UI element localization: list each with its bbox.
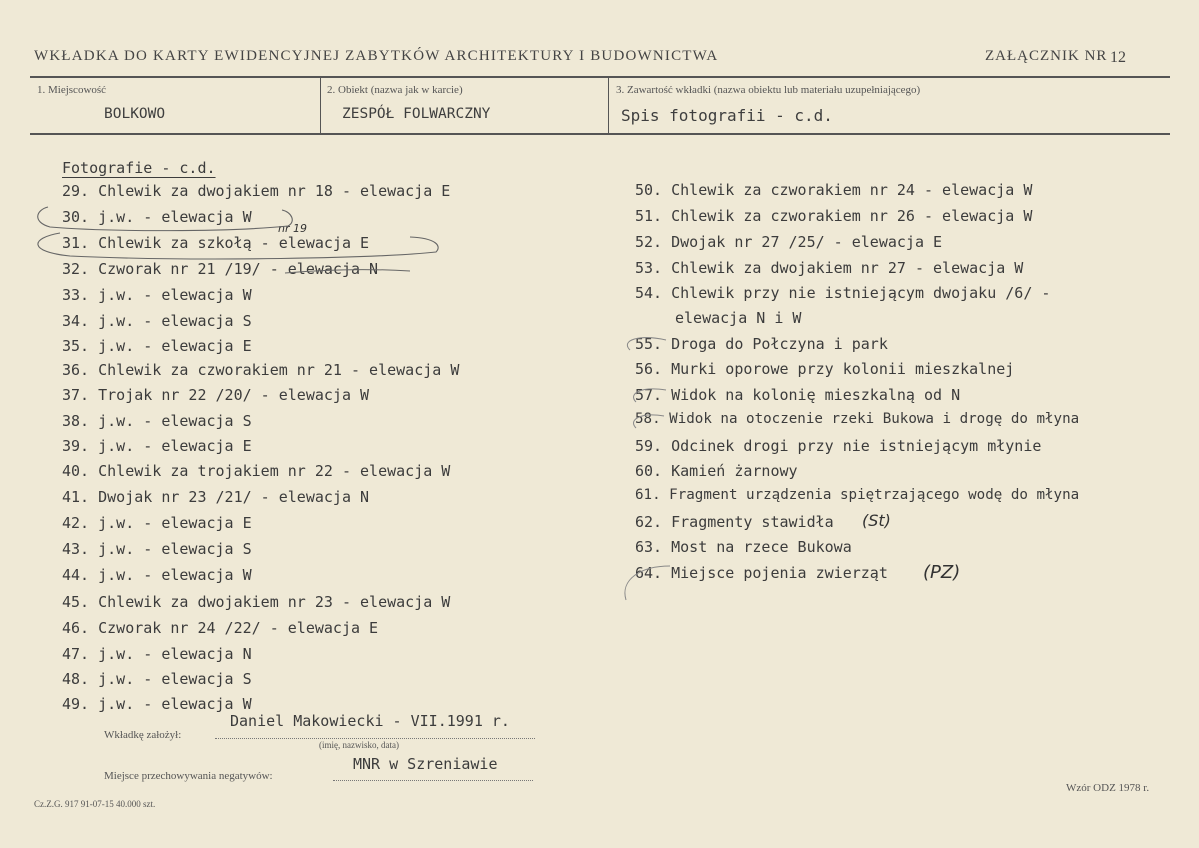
annex-label: ZAŁĄCZNIK NR	[985, 48, 1108, 64]
list-item: 32. Czworak nr 21 /19/ - elewacja N	[62, 260, 379, 278]
document-title: WKŁADKA DO KARTY EWIDENCYJNEJ ZABYTKÓW ARCHITEKTURY I BUDOWNICTWA	[34, 48, 719, 64]
list-item: 38. j.w. - elewacja S	[62, 412, 252, 430]
list-item: 49. j.w. - elewacja W	[62, 695, 252, 713]
list-item: 35. j.w. - elewacja E	[62, 337, 252, 355]
list-item: 60. Kamień żarnowy	[635, 462, 798, 480]
handwritten-note-st: (St)	[862, 511, 891, 530]
list-item: 61. Fragment urządzenia spiętrzającego wodę do młyna	[635, 487, 1080, 503]
list-item: 30. j.w. - elewacja W	[62, 208, 252, 226]
list-item: 31. Chlewik za szkołą - elewacja E	[62, 234, 370, 252]
list-item: 47. j.w. - elewacja N	[62, 645, 252, 663]
list-item: 39. j.w. - elewacja E	[62, 437, 252, 455]
handwritten-note-pz: (PZ)	[923, 562, 961, 583]
storage-value: MNR w Szreniawie	[353, 755, 498, 773]
list-item: elewacja N i W	[675, 309, 802, 327]
field-value-locality: BOLKOWO	[104, 106, 166, 122]
list-item: 42. j.w. - elewacja E	[62, 514, 252, 532]
list-item: 34. j.w. - elewacja S	[62, 312, 252, 330]
list-item: 56. Murki oporowe przy kolonii mieszkalnej	[635, 360, 1015, 378]
list-item: 52. Dwojak nr 27 /25/ - elewacja E	[635, 233, 943, 251]
list-item: 36. Chlewik za czworakiem nr 21 - elewacja W	[62, 361, 460, 379]
list-item: 41. Dwojak nr 23 /21/ - elewacja N	[62, 488, 370, 506]
created-by-value: Daniel Makowiecki - VII.1991 r.	[230, 712, 510, 730]
storage-label: Miejsce przechowywania negatywów:	[104, 770, 273, 782]
list-item: 55. Droga do Połczyna i park	[635, 335, 888, 353]
section-heading: Fotografie - c.d.	[62, 159, 216, 177]
list-item: 48. j.w. - elewacja S	[62, 670, 252, 688]
created-by-line	[215, 738, 535, 739]
created-by-label: Wkładkę założył:	[104, 729, 182, 741]
list-item: 51. Chlewik za czworakiem nr 26 - elewacja W	[635, 207, 1033, 225]
handwritten-note-nr19: nr 19	[278, 222, 307, 235]
field-value-contents: Spis fotografii - c.d.	[621, 106, 833, 125]
list-item: 63. Most na rzece Bukowa	[635, 538, 852, 556]
list-item: 62. Fragmenty stawidła	[635, 513, 834, 531]
list-item: 33. j.w. - elewacja W	[62, 286, 252, 304]
field-value-object: ZESPÓŁ FOLWARCZNY	[342, 106, 491, 122]
list-item: 50. Chlewik za czworakiem nr 24 - elewacja W	[635, 181, 1033, 199]
annex-number: 12	[1110, 49, 1126, 66]
list-item: 58. Widok na otoczenie rzeki Bukowa i drogę do młyna	[635, 411, 1080, 427]
list-item: 64. Miejsce pojenia zwierząt	[635, 564, 888, 582]
field-label-locality: 1. Miejscowość	[37, 84, 107, 96]
storage-line	[333, 780, 533, 781]
template-info: Wzór ODZ 1978 r.	[1066, 782, 1150, 794]
list-item: 53. Chlewik za dwojakiem nr 27 - elewacja W	[635, 259, 1024, 277]
list-item: 37. Trojak nr 22 /20/ - elewacja W	[62, 386, 370, 404]
list-item: 59. Odcinek drogi przy nie istniejącym młynie	[635, 437, 1042, 455]
list-item: 57. Widok na kolonię mieszkalną od N	[635, 386, 961, 404]
list-item: 46. Czworak nr 24 /22/ - elewacja E	[62, 619, 379, 637]
list-item: 43. j.w. - elewacja S	[62, 540, 252, 558]
field-label-contents: 3. Zawartość wkładki (nazwa obiektu lub materiału uzupełniającego)	[616, 84, 921, 96]
print-info: Cz.Z.G. 917 91-07-15 40.000 szt.	[34, 799, 156, 809]
list-item: 45. Chlewik za dwojakiem nr 23 - elewacja W	[62, 593, 451, 611]
list-item: 29. Chlewik za dwojakiem nr 18 - elewacja E	[62, 182, 451, 200]
list-item: 54. Chlewik przy nie istniejącym dwojaku /6/ -	[635, 284, 1051, 302]
list-item: 44. j.w. - elewacja W	[62, 566, 252, 584]
field-label-object: 2. Obiekt (nazwa jak w karcie)	[327, 84, 463, 96]
list-item: 40. Chlewik za trojakiem nr 22 - elewacja W	[62, 462, 451, 480]
created-by-caption: (imię, nazwisko, data)	[319, 740, 399, 750]
